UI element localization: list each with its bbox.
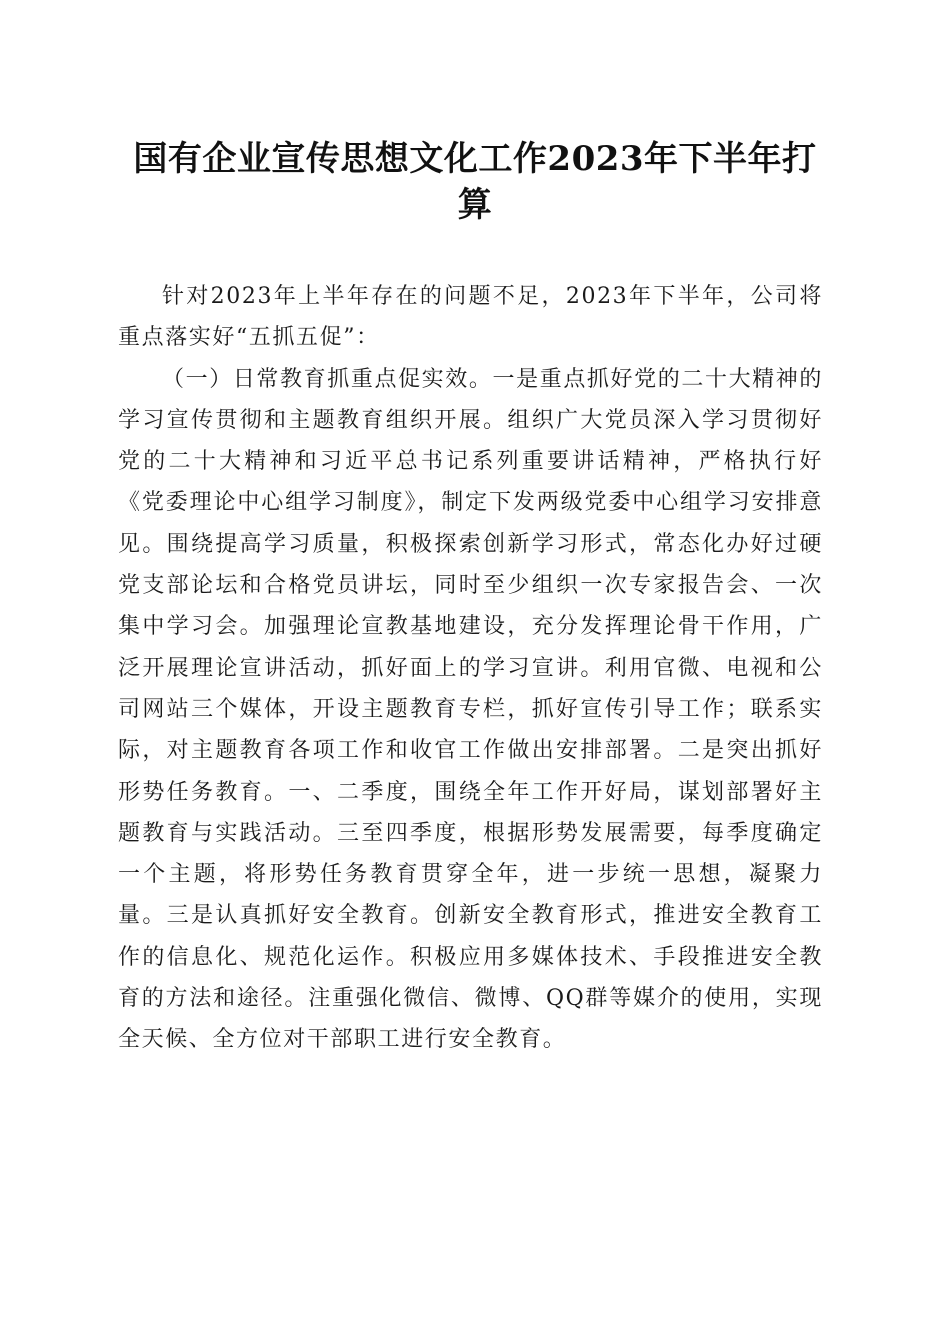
document-body [118,276,823,1061]
document-title: 国有企业宣传思想文化工作2023年下半年打算 [133,139,817,225]
paragraph-section-1: （一）日常教育抓重点促实效。一是重点抓好党的二十大精神的学习宣传贯彻和主题教育组织开展。组织广大党员深入学习贯彻好党的二十大精神和习近平总书记系列重要讲话精神，严格执行好《党委理论中心组学习制度》，制定下发两级党委中心组学习安排意见。围绕提高学习质量，积极探索创新学习形式，常态化办好过硬党支部论坛和合格党员讲坛，同时至少组织一次专家报告会、一次集中学习会。加强理论宣教基地建设，充分发挥理论骨干作用，广泛开展理论宣讲活动，抓好面上的学习宣讲。利用官微、电视和公司网站三个媒体，开设主题教育专栏，抓好宣传引导工作；联系实际，对主题教育各项工作和收官工作做出安排部署。二是突出抓好形势任务教育。一、二季度，围绕全年工作开好局，谋划部署好主题教育与实践活动。三至四季度，根据形势发展需要，每季度确定一个主题，将形势任务教育贯穿全年，进一步统一思想，凝聚力量。三是认真抓好安全教育。创新安全教育形式，推进安全教育工作的信息化、规范化运作。积极应用多媒体技术、手段推进安全教育的方法和途径。注重强化微信、微博、QQ群等媒介的使用，实现全天候、全方位对干部职工进行安全教育。 [118,366,823,1053]
paragraph-intro: 针对2023年上半年存在的问题不足，2023年下半年，公司将重点落实好“五抓五促”： [118,284,823,351]
